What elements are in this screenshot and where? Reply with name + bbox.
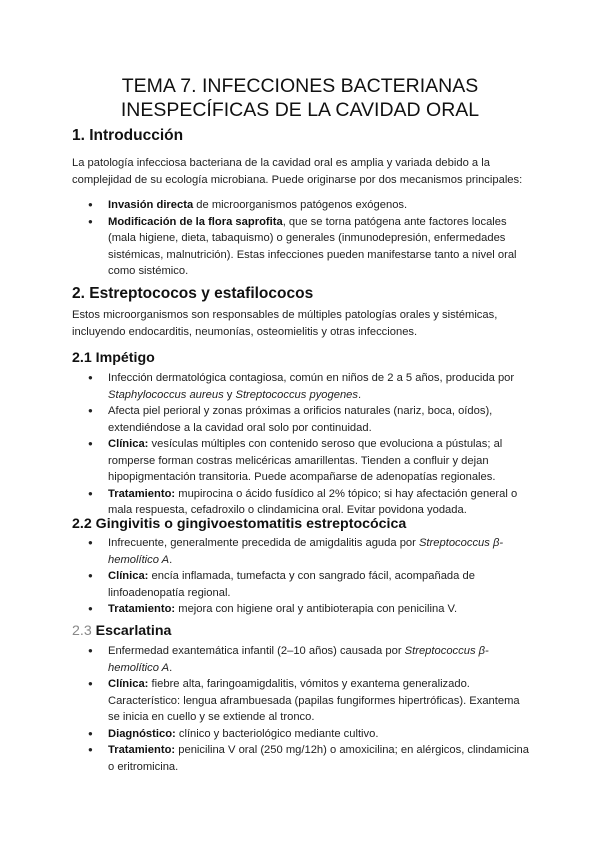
bold-term: Diagnóstico: bbox=[108, 727, 176, 740]
bold-term: Tratamiento: bbox=[108, 487, 176, 500]
list-item bbox=[72, 436, 532, 486]
bold-term: Modificación de la flora saprofita bbox=[108, 215, 283, 228]
italic-term: Staphylococcus aureus bbox=[108, 388, 224, 401]
item-text: de microorganismos patógenos exógenos. bbox=[193, 199, 408, 211]
bold-term: Clínica: bbox=[108, 570, 149, 582]
item-text: Afecta piel perioral y zonas próximas a orificios naturales (nariz, boca, oídos), extendiéndose a la cavidad oral solo por continuidad. bbox=[108, 405, 493, 434]
list-item bbox=[72, 197, 532, 214]
section-heading-estreptococos: 2. Estreptococos y estafilococos bbox=[72, 285, 314, 302]
subsection-heading-gingivitis: 2.2 Gingivitis o gingivoestomatitis estreptocócica bbox=[72, 516, 407, 532]
list-item bbox=[72, 643, 532, 676]
section-heading-introduccion: 1. Introducción bbox=[72, 127, 184, 144]
item-text: fiebre alta, faringoamigdalitis, vómitos y exantema generalizado. Característico: lengua aframbuesada (papilas fungiformes hipertróficas). Exantema se inicia en cuello y se extiende al tronco. bbox=[108, 678, 520, 723]
gingivitis-list bbox=[72, 535, 532, 618]
heading-text: Escarlatina bbox=[91, 623, 172, 639]
item-text: . bbox=[358, 388, 362, 401]
heading-number: 2.3 bbox=[72, 623, 92, 639]
italic-term: Streptococcus β-hemolítico A bbox=[108, 537, 504, 566]
bold-term: Tratamiento: bbox=[108, 603, 176, 615]
list-item bbox=[72, 676, 532, 726]
item-text: mupirocina o ácido fusídico al 2% tópico; si hay afectación general o mala respuesta, cefadroxilo o clindamicina oral. Evitar povidona yodada. bbox=[108, 487, 518, 516]
list-item bbox=[72, 535, 532, 568]
item-text: encía inflamada, tumefacta y con sangrado fácil, acompañada de linfoadenopatía regional. bbox=[108, 570, 475, 599]
list-item bbox=[72, 726, 532, 743]
item-text: penicilina V oral (250 mg/12h) o amoxicilina; en alérgicos, clindamicina o eritromicina. bbox=[108, 744, 529, 773]
list-item bbox=[72, 370, 532, 403]
introduccion-list bbox=[72, 197, 532, 280]
item-text: mejora con higiene oral y antibioterapia con penicilina V. bbox=[175, 603, 458, 615]
list-item bbox=[72, 486, 532, 519]
introduccion-paragraph: La patología infecciosa bacteriana de la cavidad oral es amplia y variada debido a la complejidad de su ecología microbiana. Puede originarse por dos mecanismos principales: bbox=[72, 157, 523, 186]
item-text: Enfermedad exantemática infantil (2–10 años) causada por bbox=[108, 645, 405, 657]
list-item bbox=[72, 601, 532, 618]
list-item bbox=[72, 742, 532, 775]
item-text: vesículas múltiples con contenido seroso que evoluciona a pústulas; al romperse forman costras melicéricas amarillentas. Tienden a confluir y dejan hipopigmentación transitoria. Puede acompañarse de adenopatías regionales. bbox=[108, 438, 503, 483]
escarlatina-list bbox=[72, 643, 532, 775]
list-item bbox=[72, 214, 532, 280]
subsection-heading-escarlatina bbox=[72, 622, 171, 640]
list-item bbox=[72, 568, 532, 601]
item-text: , que se torna patógena ante factores locales (mala higiene, dieta, tabaquismo) o generales (inmunodepresión, enfermedades sistémicas, malnutrición). Estas infecciones pueden manifestarse tanto a nivel oral como sistémico. bbox=[108, 215, 517, 277]
item-text: clínico y bacteriológico mediante cultivo. bbox=[175, 727, 379, 740]
list-item bbox=[72, 403, 532, 436]
subsection-heading-impetigo: 2.1 Impétigo bbox=[72, 350, 155, 366]
italic-term: Streptococcus β-hemolítico A bbox=[108, 645, 489, 674]
item-text: Infección dermatológica contagiosa, común en niños de 2 a 5 años, producida por bbox=[108, 372, 515, 384]
document-title-line-1: TEMA 7. INFECCIONES BACTERIANAS bbox=[121, 75, 479, 97]
bold-term: Invasión directa bbox=[108, 199, 194, 211]
impetigo-list bbox=[72, 370, 532, 519]
item-text: Infrecuente, generalmente precedida de amigdalitis aguda por bbox=[108, 537, 419, 549]
item-text: . bbox=[169, 661, 173, 674]
estreptococos-paragraph: Estos microorganismos son responsables de múltiples patologías orales y sistémicas, incluyendo endocarditis, neumonías, osteomielitis y otras infecciones. bbox=[72, 309, 498, 338]
bold-term: Clínica: bbox=[108, 678, 149, 690]
bold-term: Clínica: bbox=[108, 438, 149, 450]
document-title-line-2: INESPECÍFICAS DE LA CAVIDAD ORAL bbox=[120, 99, 480, 121]
italic-term: Streptococcus pyogenes bbox=[235, 388, 359, 401]
item-text: y bbox=[223, 388, 236, 401]
item-text: . bbox=[169, 553, 173, 566]
bold-term: Tratamiento: bbox=[108, 744, 176, 756]
